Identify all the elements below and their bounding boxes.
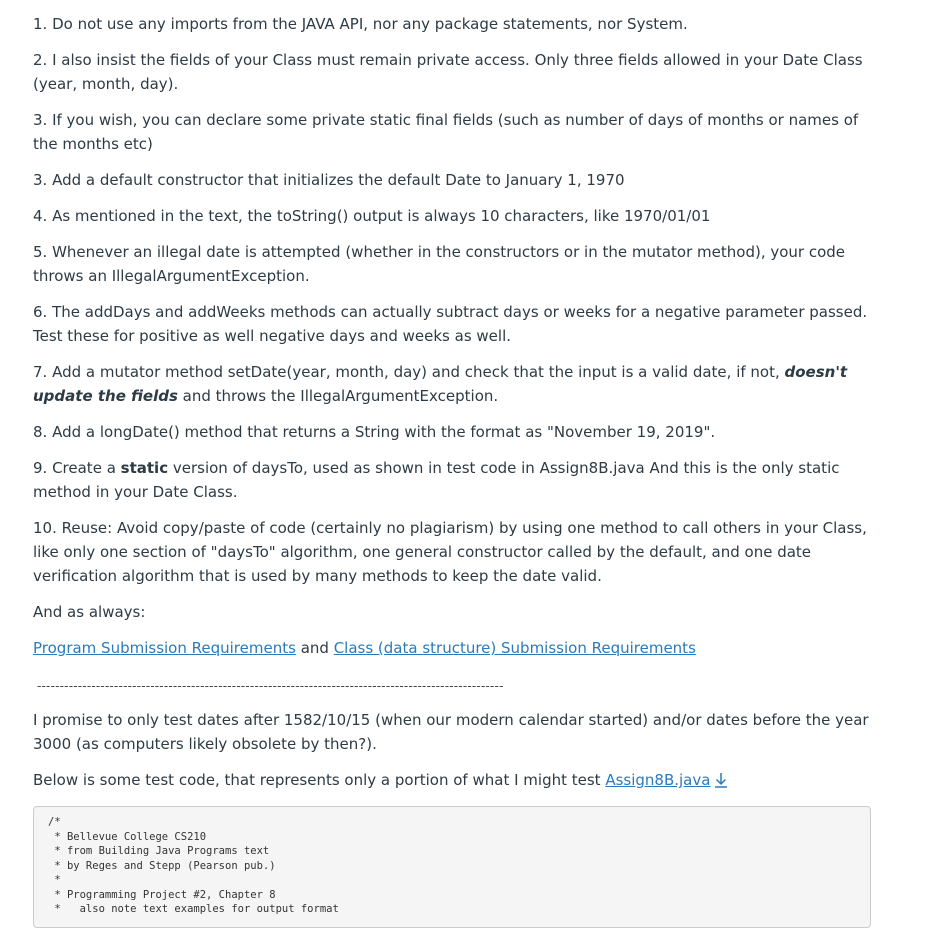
links-and-text: and: [295, 639, 334, 657]
download-icon[interactable]: [714, 771, 728, 795]
code-line: * also note text examples for output format: [48, 903, 339, 915]
requirement-9-text-pre: 9. Create a: [33, 459, 121, 477]
and-as-always: And as always:: [33, 603, 146, 621]
submission-links: [33, 636, 875, 660]
requirement-7-emphasis: doesn't update the fields: [33, 363, 848, 405]
requirement-9-strong: static: [120, 459, 169, 477]
requirement-9: [33, 456, 875, 504]
test-code-intro: [33, 768, 875, 795]
requirement-8: 8. Add a longDate() method that returns a String with the format as "November 19, 2019".: [33, 423, 716, 441]
requirement-1: 1. Do not use any imports from the JAVA API, nor any package statements, nor System.: [33, 15, 688, 33]
requirement-3-static-fields: 3. If you wish, you can declare some private static final fields (such as number of days of months or names of the months etc): [33, 111, 859, 153]
test-code-intro-text: Below is some test code, that represents only a portion of what I might test: [33, 771, 606, 789]
requirement-3-default-constructor: 3. Add a default constructor that initializes the default Date to January 1, 1970: [33, 171, 625, 189]
requirement-9-text-post: version of daysTo, used as shown in test code in Assign8B.java And this is the only static method in your Date Class.: [33, 459, 840, 501]
requirement-7-text-post: and throws the IllegalArgumentException.: [177, 387, 499, 405]
assign8b-download-link[interactable]: Assign8B.java: [605, 771, 711, 789]
test-dates-promise: I promise to only test dates after 1582/10/15 (when our modern calendar started) and/or dates before the year 3000 (as computers likely obsolete by then?).: [33, 711, 869, 753]
class-submission-link[interactable]: Class (data structure) Submission Requirements: [333, 639, 696, 657]
code-line: /*: [48, 816, 61, 828]
requirement-10: 10. Reuse: Avoid copy/paste of code (certainly no plagiarism) by using one method to call others in your Class, like only one section of "daysTo" algorithm, one general constructor called by the default, and one date verification algorithm that is used by many methods to keep the date valid.: [33, 519, 867, 585]
requirement-4: 4. As mentioned in the text, the toString() output is always 10 characters, like 1970/01/01: [33, 207, 711, 225]
code-line: * from Building Java Programs text: [48, 845, 270, 857]
code-line: * by Reges and Stepp (Pearson pub.): [48, 859, 276, 872]
requirement-7: [33, 360, 875, 408]
requirement-7-text-pre: 7. Add a mutator method setDate(year, month, day) and check that the input is a valid date, if not,: [33, 363, 785, 381]
program-submission-link[interactable]: Program Submission Requirements: [33, 639, 296, 657]
code-line: * Bellevue College CS210: [48, 830, 207, 843]
requirement-6: 6. The addDays and addWeeks methods can actually subtract days or weeks for a negative parameter passed. Test these for positive as well negative days and weeks as well.: [33, 303, 868, 345]
requirement-5: 5. Whenever an illegal date is attempted (whether in the constructors or in the mutator method), your code throws an IllegalArgumentException.: [33, 243, 846, 285]
code-line: * Programming Project #2, Chapter 8: [48, 888, 276, 901]
separator: -------------------------------------------------------------------------------------------------------: [37, 679, 504, 693]
requirement-2: 2. I also insist the fields of your Class must remain private access. Only three fields allowed in your Date Class (year, month, day).: [33, 51, 863, 93]
code-line: *: [48, 874, 61, 886]
